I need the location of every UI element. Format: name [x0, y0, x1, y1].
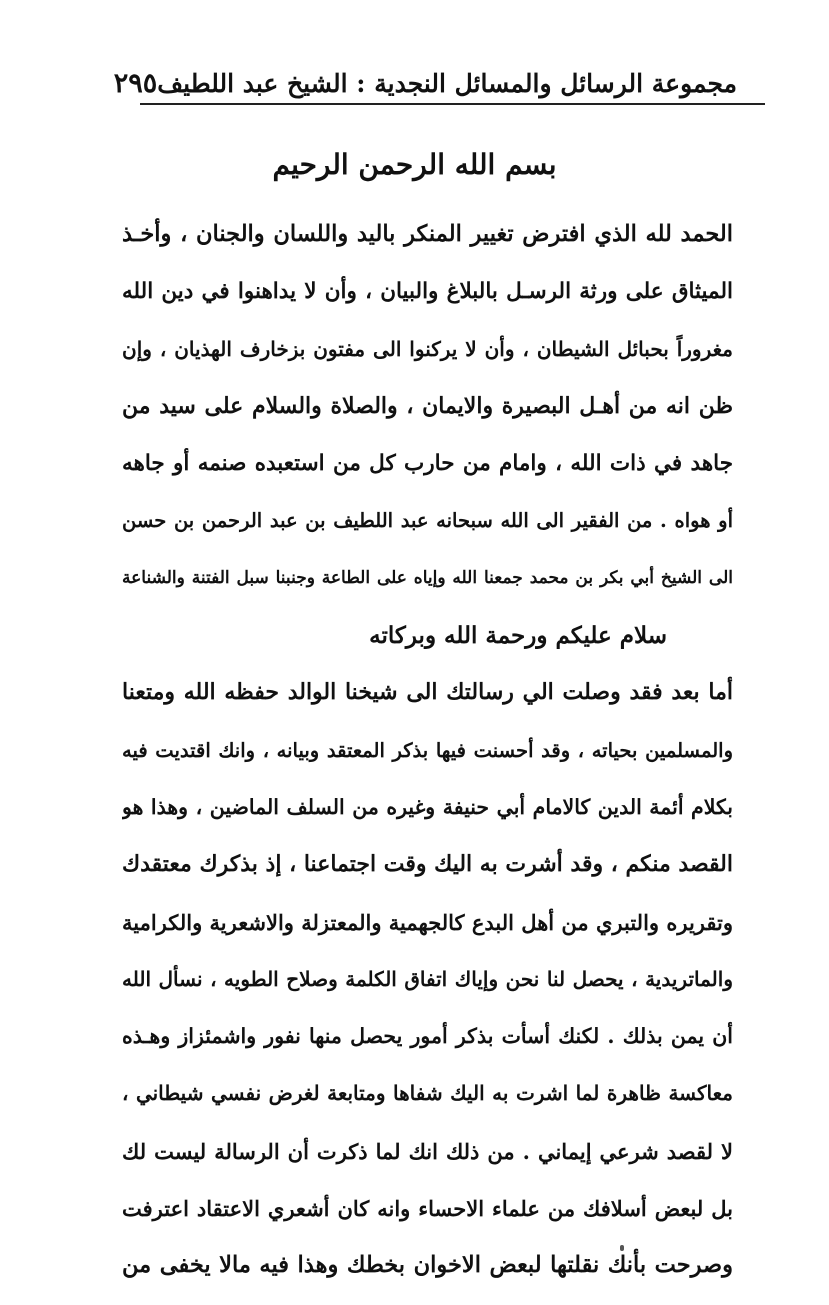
- text-line: وتقريره والتبري من أهل البدع كالجهمية والمعتزلة والاشعرية والكرامية: [122, 909, 733, 935]
- header-rule: [140, 103, 765, 105]
- text-line: الميثاق على ورثة الرسـل بالبلاغ والبيان ، وأن لا يداهنوا في دين الله: [122, 279, 733, 305]
- catchword-mark: [620, 1245, 624, 1251]
- text-line: والماتريدية ، يحصل لنا نحن وإياك اتفاق الكلمة وصلاح الطويه ، نسأل الله: [122, 966, 733, 991]
- text-line: أو هواه . من الفقير الى الله سبحانه عبد اللطيف بن عبد الرحمن بن حسن: [122, 509, 733, 533]
- text-line: ظن انه من أهـل البصيرة والايمان ، والصلاة والسلام على سيد من: [122, 392, 733, 419]
- page-number: ٢٩٥: [113, 67, 158, 99]
- text-line: أن يمن بذلك . لكنك أسأت بذكر أمور يحصل منها نفور واشمئزاز وهـذه: [122, 1024, 733, 1049]
- text-line: أما بعد فقد وصلت الي رسالتك الى شيخنا الوالد حفظه الله ومتعنا: [122, 679, 733, 706]
- text-line: مغروراً بحبائل الشيطان ، وأن لا يركنوا الى مفتون بزخارف الهذيان ، وإن: [122, 336, 733, 361]
- text-line: وصرحت بأنك نقلتها لبعض الاخوان بخطك وهذا فيه مالا يخفى من: [122, 1252, 733, 1279]
- text-line: والمسلمين بحياته ، وقد أحسنت فيها بذكر المعتقد وبيانه ، وانك اقتديت فيه: [122, 738, 733, 762]
- book-title: مجموعة الرسائل والمسائل النجدية : الشيخ عبد اللطيف: [157, 68, 737, 98]
- running-header: [113, 58, 737, 108]
- text-line: بل لبعض أسلافك من علماء الاحساء وانه كان أشعري الاعتقاد اعترفت: [122, 1196, 733, 1222]
- text-line: الحمد لله الذي افترض تغيير المنكر باليد واللسان والجنان ، وأخـذ: [122, 221, 733, 247]
- text-line: جاهد في ذات الله ، وامام من حارب كل من استعبده صنمه أو جاهه: [122, 451, 733, 477]
- text-line: القصد منكم ، وقد أشرت به اليك وقت اجتماعنا ، إذ بذكرك معتقدك: [122, 851, 733, 878]
- letter-body: [122, 206, 733, 1295]
- basmala: بسم الله الرحمن الرحيم: [272, 148, 557, 181]
- text-line: معاكسة ظاهرة لما اشرت به اليك شفاها ومتابعة لغرض نفسي شيطاني ،: [122, 1081, 733, 1106]
- salutation-line: سلام عليكم ورحمة الله وبركاته: [369, 622, 667, 650]
- text-line: الى الشيخ أبي بكر بن محمد جمعنا الله وإياه على الطاعة وجنبنا سبل الفتنة والشناعة: [122, 567, 733, 588]
- text-line: بكلام أئمة الدين كالامام أبي حنيفة وغيره من السلف الماضين ، وهذا هو: [122, 794, 733, 819]
- text-line: لا لقصد شرعي إيماني . من ذلك انك لما ذكرت أن الرسالة ليست لك: [122, 1138, 733, 1164]
